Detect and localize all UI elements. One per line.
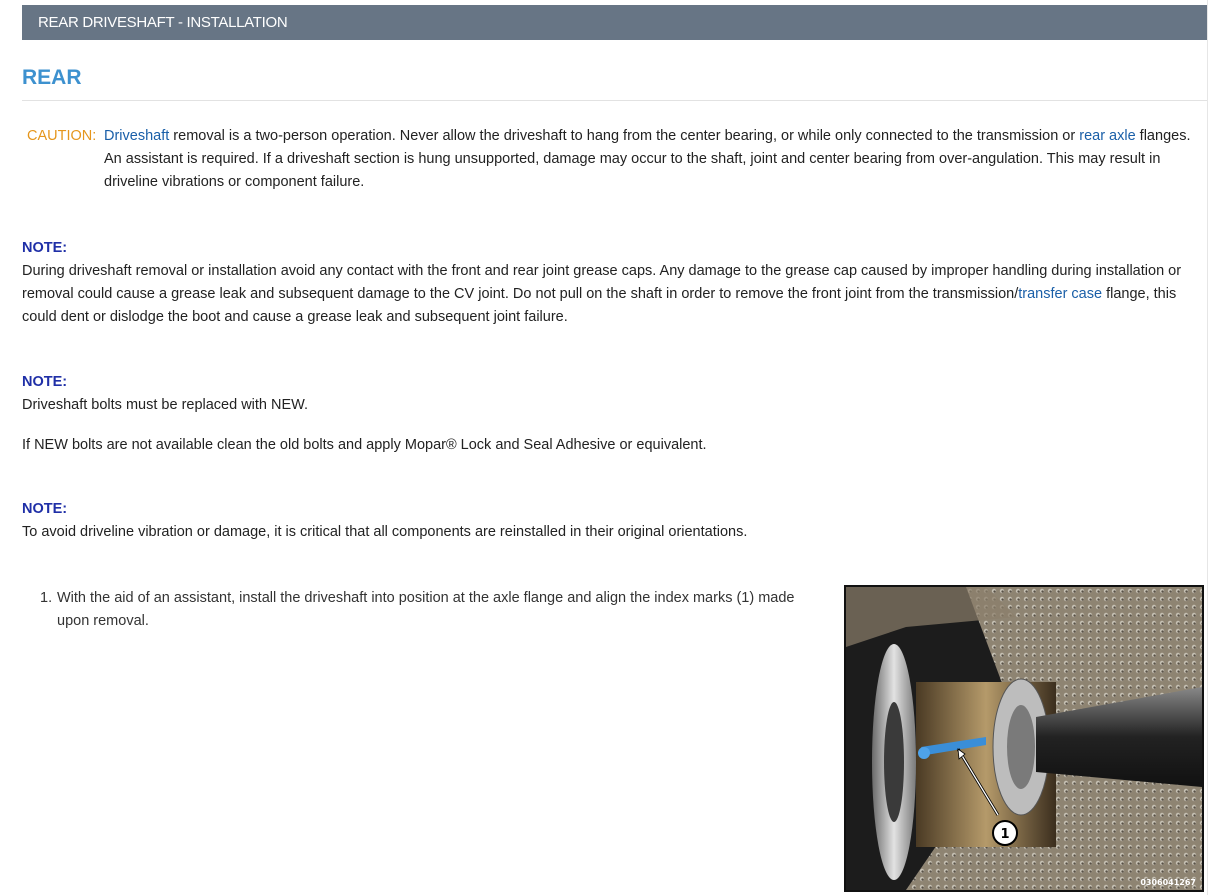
step-number: 1. (40, 590, 53, 606)
caution-label: CAUTION: (27, 128, 97, 144)
transfer-case-link[interactable]: transfer case (1018, 286, 1103, 302)
page-header-bar (22, 5, 1208, 40)
note-text: To avoid driveline vibration or damage, it is critical that all components are reinstalled in their original orientations. (22, 524, 748, 540)
installation-figure (844, 585, 1204, 892)
note1-text-part2: flange, this could dent or dislodge the boot and cause a grease leak and subsequent joint failure. (22, 286, 1177, 325)
note-text: Driveshaft bolts must be replaced with NEW. (22, 397, 309, 413)
driveshaft-link[interactable]: Driveshaft (104, 128, 170, 144)
callout-number: 1 (1000, 827, 1010, 842)
caution-text-part1: removal is a two-person operation. Never allow the driveshaft to hang from the center bearing, or while only connected to the transmission or (169, 128, 1080, 144)
scrollbar-track[interactable] (1207, 0, 1222, 895)
note-block-3 (22, 498, 1192, 544)
note-label: NOTE: (22, 374, 68, 390)
flange-center (884, 702, 904, 822)
note-label: NOTE: (22, 501, 68, 517)
figure-id: 0306041267 (1140, 878, 1196, 887)
note1-text-part1: During driveshaft removal or installation avoid any contact with the front and rear joint grease caps. Any damage to the grease cap caused by improper handling during installation or removal could cause a grease leak and subsequent damage to the CV joint. Do not pull on the shaft in order to remove the front joint from the transmission/ (22, 263, 1182, 302)
driveshaft-photo (846, 587, 1202, 890)
section-divider (22, 100, 1208, 101)
step-text: With the aid of an assistant, install the driveshaft into position at the axle flange and align the index marks (1) made upon removal. (57, 590, 795, 629)
note-block-2 (22, 371, 1192, 417)
bolt-instruction-text: If NEW bolts are not available clean the old bolts and apply Mopar® Lock and Seal Adhesive or equivalent. (22, 437, 707, 453)
caution-text-part2: flanges. An assistant is required. If a driveshaft section is hung unsupported, damage may occur to the shaft, joint and center bearing from over-angulation. This may result in driveline vibrations or component failure. (104, 128, 1191, 190)
index-mark-dot (918, 747, 930, 759)
note-block-1 (22, 237, 1192, 329)
joint-center (1007, 705, 1035, 789)
note-text (22, 260, 1192, 329)
note-label: NOTE: (22, 240, 68, 256)
rear-axle-link[interactable]: rear axle (1079, 128, 1136, 144)
caution-text (104, 125, 1194, 194)
page-title: REAR DRIVESHAFT - INSTALLATION (38, 14, 288, 31)
section-heading: REAR (22, 66, 82, 89)
